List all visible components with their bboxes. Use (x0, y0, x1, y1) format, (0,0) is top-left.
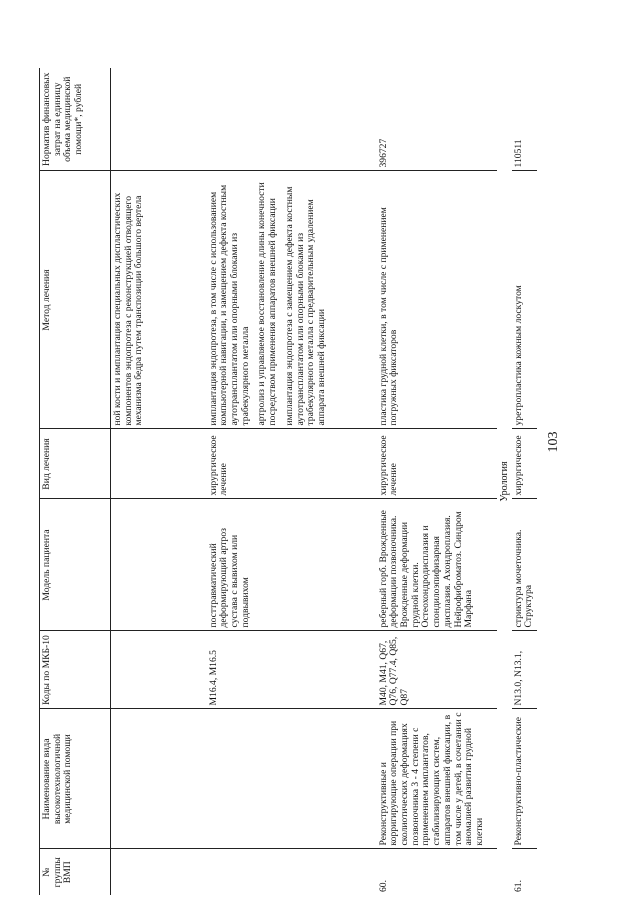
header-group: № группы ВМП (40, 849, 111, 895)
cell-method: уретропластика кожным лоскутом (512, 171, 537, 429)
table-row (377, 68, 497, 895)
header-model: Модель пациента (40, 499, 111, 631)
header-type: Наименование вида высокотехнологичной медицинской помощи (40, 709, 111, 849)
cell-type (111, 709, 207, 849)
cell-cost: 396727 (377, 68, 497, 171)
cell-type: Реконструктивно-пластические (512, 709, 537, 849)
method-paragraph: артролиз и управляемое восстановление длины конечности посредством применения аппаратов внешней фиксации (256, 182, 279, 426)
method-paragraph: ной кости и имплантация специальных диспластических компонентов эндопротеза с реконструкцией отводящего механизма бедра путем транспозиции большого вертела (112, 192, 145, 426)
section-title: Урология (498, 461, 510, 502)
cell-method (377, 171, 497, 429)
table-header-row (40, 68, 111, 895)
section-row (497, 68, 512, 895)
table-row (207, 68, 377, 895)
cell-method (207, 171, 377, 429)
cell-group: 60. (377, 880, 389, 892)
cell-cost (207, 68, 377, 171)
method-paragraph: пластика грудной клетки, в том числе с применением погружных фиксаторов (377, 207, 400, 426)
cell-codes: M40, M41, Q67, Q76, Q77.4, Q85, Q87 (377, 631, 497, 709)
treatment-table (39, 68, 537, 895)
cell-treatment-type (111, 429, 207, 499)
cell-treatment-type: хирургическое лечение (377, 429, 497, 499)
rotated-table-wrapper (39, 40, 606, 905)
header-treatment-type: Вид лечения (40, 429, 111, 499)
header-method: Метод лечения (40, 171, 111, 429)
cell-model: стриктура мочеточника. Структура (512, 499, 537, 631)
page-number: 103 (546, 431, 561, 453)
cell-model: посттравматический деформирующий артроз сустава с вывихом или подвывихом (207, 499, 377, 631)
cell-group (207, 849, 377, 895)
cell-treatment-type: хирургическое лечение (207, 429, 377, 499)
cell-method (111, 171, 207, 429)
cell-type (207, 709, 377, 849)
cell-treatment-type: хирургическое (512, 429, 537, 499)
cell-codes: M16.4, M16.5 (207, 631, 377, 709)
table-row (512, 68, 537, 895)
cell-codes (111, 631, 207, 709)
cell-codes: N13.0, N13.1, (512, 631, 537, 709)
cell-cost (111, 68, 207, 171)
header-codes: Коды по МКБ-10 (40, 631, 111, 709)
cell-type: Реконструктивные и корригирующие операции при сколиотических деформациях позвоночника 3 - 4 степени с применением имплантатов, стабилизирующих систем, аппаратов внешней фиксации, в том числе у детей, в сочетании с аномалией развития грудной клетки (377, 709, 497, 849)
method-paragraph: имплантация эндопротеза, в том числе с использованием компьютерной навигации, и замещением дефекта костным аутотрансплантатом или опорными блоками из трабекулярного металла (207, 184, 251, 426)
cell-group: 61. (512, 880, 524, 892)
cell-model (111, 499, 207, 631)
method-paragraph: имплантация эндопротеза с замещением дефекта костным аутотрансплантатом или опорными блоками из трабекулярного металла с предварительным удалением аппарата внешней фиксации (283, 186, 328, 426)
cell-group (111, 849, 207, 895)
table-row (111, 68, 207, 895)
cell-model: реберный горб. Врожденные деформации позвоночника. Врожденные деформации грудной клетки. Остеохондродисплазия и спондилоэпифизарная дисплазия. Ахондроплазия. Нейрофиброматоз. Синдром Марфана (377, 499, 497, 631)
header-cost: Норматив финансовых затрат на единицу объема медицинской помощи*, рублей (40, 68, 111, 171)
cell-cost: 110511 (512, 68, 537, 171)
